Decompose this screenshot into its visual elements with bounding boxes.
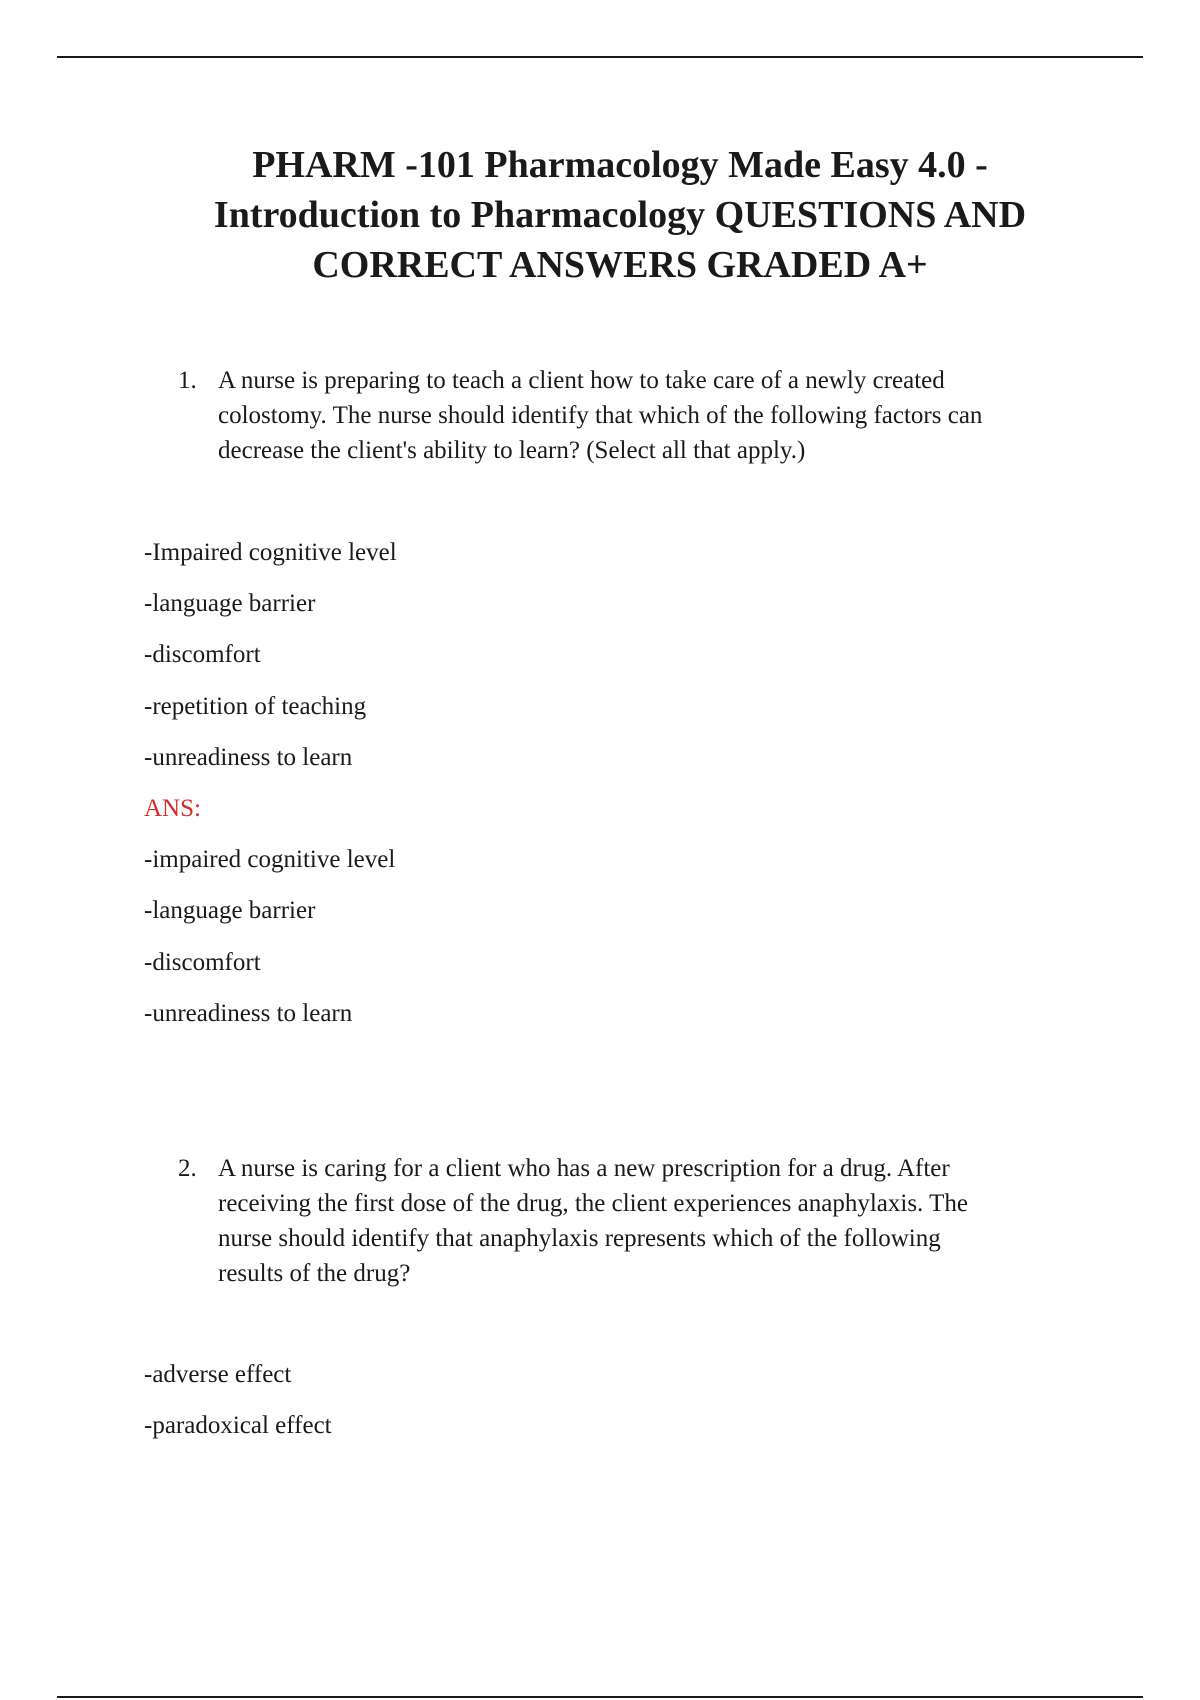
option: -discomfort	[144, 641, 261, 668]
question-number: 1.	[178, 367, 197, 394]
question-text	[218, 363, 1098, 468]
question-line: results of the drug?	[218, 1260, 411, 1287]
document-title	[60, 140, 1180, 290]
answer-item: -language barrier	[144, 897, 316, 924]
option: -repetition of teaching	[144, 693, 367, 720]
bottom-rule	[57, 1696, 1143, 1698]
answer-item: -unreadiness to learn	[144, 1000, 353, 1027]
question-number: 2.	[178, 1155, 197, 1182]
question-2	[178, 1151, 1098, 1291]
answer-label: ANS:	[144, 795, 201, 822]
question-line: receiving the first dose of the drug, the client experiences anaphylaxis. The	[218, 1190, 968, 1217]
answer-item: -discomfort	[144, 949, 261, 976]
title-line: PHARM -101 Pharmacology Made Easy 4.0 -	[252, 144, 988, 186]
option: -paradoxical effect	[144, 1412, 332, 1439]
top-rule	[57, 56, 1143, 58]
title-line: Introduction to Pharmacology QUESTIONS AND	[213, 194, 1027, 236]
question-text	[218, 1151, 1098, 1291]
question-line: nurse should identify that anaphylaxis represents which of the following	[218, 1225, 941, 1252]
question-line: A nurse is caring for a client who has a new prescription for a drug. After	[218, 1155, 950, 1182]
option: -adverse effect	[144, 1361, 292, 1388]
question-1	[178, 363, 1098, 468]
option: -unreadiness to learn	[144, 744, 353, 771]
question-line: colostomy. The nurse should identify that which of the following factors can	[218, 402, 983, 429]
answer-item: -impaired cognitive level	[144, 846, 396, 873]
option: -language barrier	[144, 590, 316, 617]
title-line: CORRECT ANSWERS GRADED A+	[312, 244, 928, 286]
question-line: decrease the client's ability to learn? (Select all that apply.)	[218, 437, 806, 464]
option: -Impaired cognitive level	[144, 539, 397, 566]
question-line: A nurse is preparing to teach a client how to take care of a newly created	[218, 367, 945, 394]
